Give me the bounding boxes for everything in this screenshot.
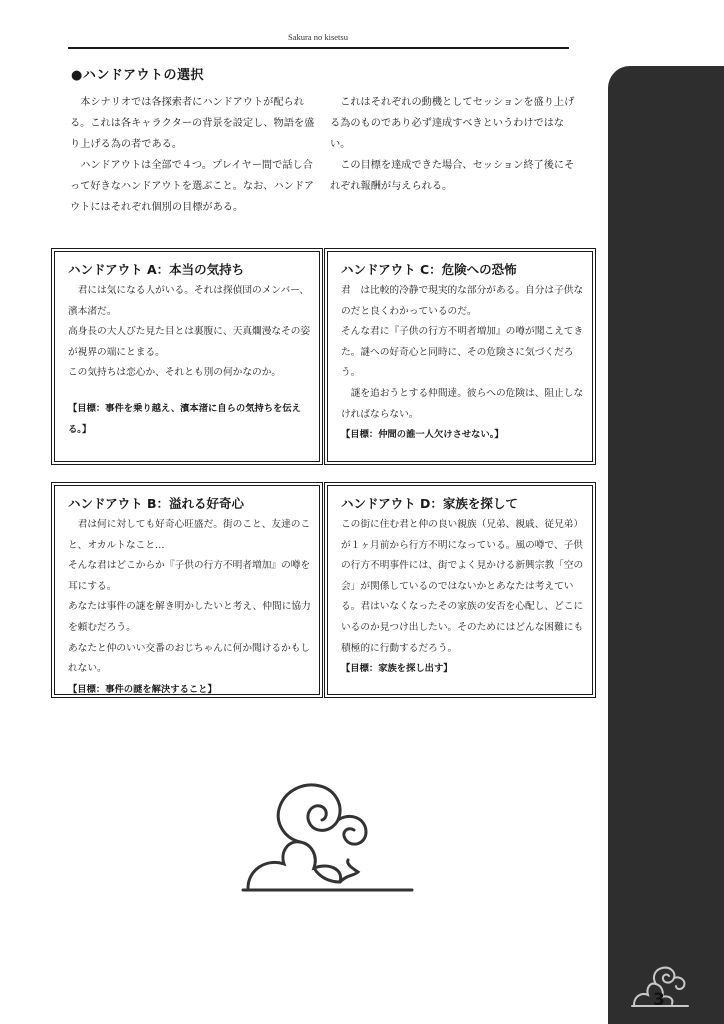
running-header: Sakura no kisetsu [288,32,348,42]
intro-right-column [330,92,578,197]
section-title: ●ハンドアウトの選択 [71,68,204,83]
handout-c-line: 君 は比較的冷静で現実的な部分がある。自分は子供なのだと良くわかっているのだ。 [341,285,584,317]
swirl-cloud-icon [240,778,420,896]
handout-b-goal: 【目標：事件の謎を解決すること】 [68,683,217,695]
intro-paragraph: 本シナリオでは各探索者にハンドアウトが配られる。これは各キャラクターの背景を設定し、物語を盛り上げる為の者である。 [70,97,315,150]
handout-b-line: あなたは事件の謎を解き明かしたいと考え、仲間に協力を頼むだろう。 [68,601,311,633]
handout-c-goal: 【目標：仲間の誰一人欠けさせない。】 [341,429,504,441]
handout-a-line: 君には気になる人がいる。それは探偵団のメンバー、濱本渚だ。 [68,285,310,317]
handout-c-card [324,248,596,465]
intro-paragraph: この目標を達成できた場合、セッション終了後にそれぞれ報酬が与えられる。 [330,160,575,192]
page-number: 3 [653,990,665,1010]
handout-b-line: そんな君はどこからか『子供の行方不明者増加』の噂を耳にする。 [68,560,311,592]
header-rule [68,47,569,49]
handout-d-line: この街に住む君と仲の良い親族（兄弟、親戚、従兄弟）が１ヶ月前から行方不明になっている。風の噂で、子供の行方不明事件には、街でよく見かける新興宗教「空の会」が関係しているのではないかとあなたは考えている。君はいなくなったその家族の安否を心配し、どこにいるのか見つけ出したい。そのためにはどんな困難にも積極的に行動するだろう。 [341,519,584,654]
intro-paragraph: これはそれぞれの動機としてセッションを盛り上げる為のものであり必ず達成すべきというわけではない。 [330,97,575,150]
intro-left-column [70,92,318,218]
side-bar [608,66,724,1024]
handout-a-line: この気持ちは恋心か、それとも別の何かなのか。 [68,367,282,379]
handout-c-title: ハンドアウト C：危険への恐怖 [341,262,517,277]
handout-d-title: ハンドアウト D：家族を探して [341,496,518,511]
handout-d-card [324,482,596,698]
handout-b-line: 君は何に対しても好奇心旺盛だ。街のこと、友達のこと、オカルトなこと… [68,519,311,551]
handout-b-line: あなたと仲のいい交番のおじちゃんに何か聞けるかもしれない。 [68,642,311,675]
handout-a-card [51,248,323,465]
handout-b-card [51,482,323,698]
handout-a-line: 高身長の大人びた見た目とは裏腹に、天真爛漫なその姿が視界の端にとまる。 [68,326,311,358]
handout-a-title: ハンドアウト A：本当の気持ち [68,262,245,277]
handout-d-goal: 【目標：家族を探し出す】 [341,663,453,675]
intro-paragraph: ハンドアウトは全部で４つ。プレイヤー間で話し合って好きなハンドアウトを選ぶこと。なお、ハンドアウトにはそれぞれ個別の目標がある。 [70,160,314,213]
handout-c-line: そんな君に『子供の行方不明者増加』の噂が聞こえてきた。謎への好奇心と同時に、その危険さに気づくだろう。 [341,326,584,379]
handout-b-title: ハンドアウト B：溢れる好奇心 [68,496,245,511]
handout-a-goal: 【目標：事件を乗り越え、濱本渚に自らの気持ちを伝える。】 [68,402,301,435]
handout-c-line: 謎を追おうとする仲間達。彼らへの危険は、阻止しなければならない。 [341,387,584,420]
